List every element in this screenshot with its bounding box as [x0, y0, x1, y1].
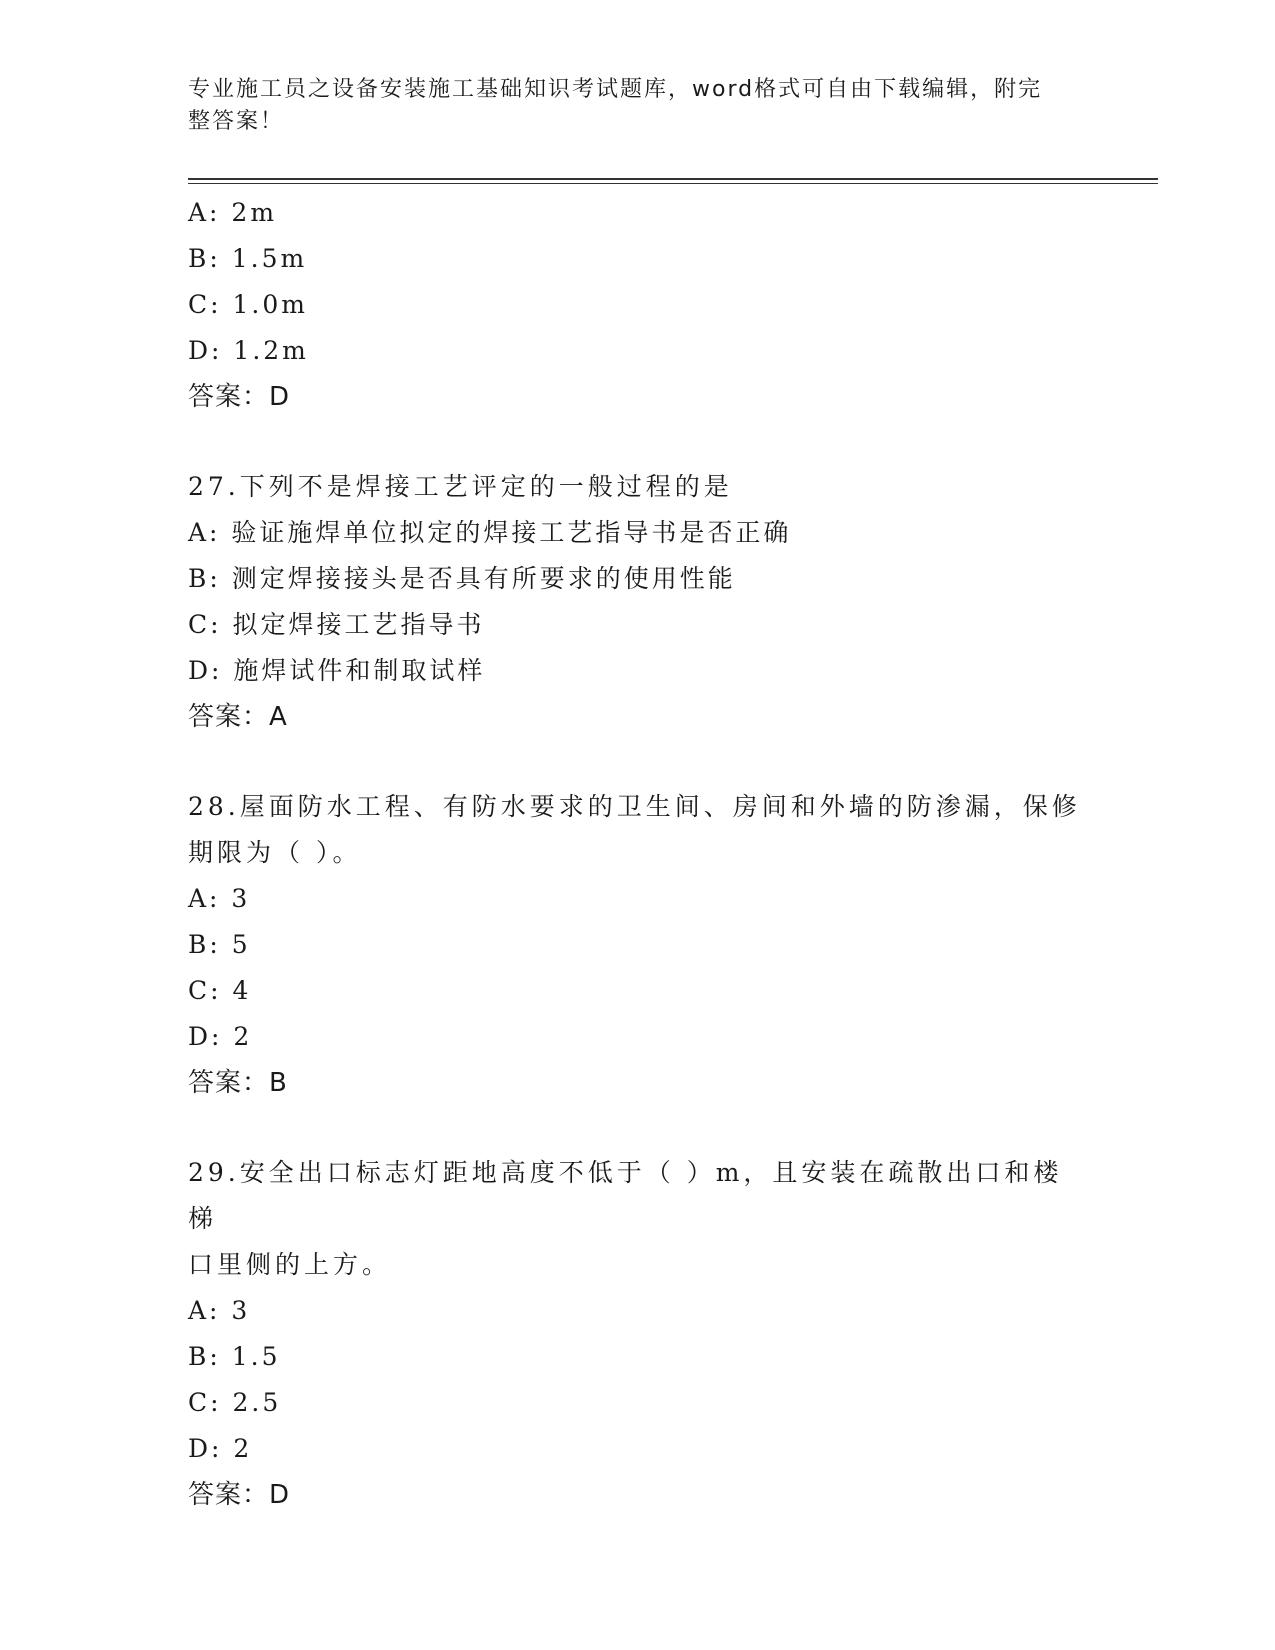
option-b: B: 1.5m	[188, 244, 308, 273]
answer: 答案：B	[188, 1068, 288, 1098]
option-c: C: 2.5	[188, 1388, 282, 1417]
option-c: C: 1.0m	[188, 290, 308, 319]
question-28	[188, 784, 1088, 1106]
question-text: 27.下列不是焊接工艺评定的一般过程的是	[188, 472, 733, 501]
header-divider	[188, 178, 1158, 184]
option-b: B: 5	[188, 930, 251, 959]
option-b: B: 测定焊接接头是否具有所要求的使用性能	[188, 564, 736, 593]
document-header	[188, 74, 1068, 138]
answer: 答案：A	[188, 702, 288, 732]
answer: 答案：D	[188, 382, 291, 412]
question-text: 29.安全出口标志灯距地高度不低于（ ）m，且安装在疏散出口和楼梯	[188, 1158, 1063, 1233]
option-d: D: 施焊试件和制取试样	[188, 656, 486, 685]
question-text-continued: 口里侧的上方。	[188, 1250, 392, 1279]
question-text: 28.屋面防水工程、有防水要求的卫生间、房间和外墙的防渗漏，保修	[188, 792, 1081, 821]
option-d: D: 2	[188, 1434, 253, 1463]
option-a: A: 2m	[188, 198, 278, 227]
option-c: C: 4	[188, 976, 252, 1005]
option-c: C: 拟定焊接工艺指导书	[188, 610, 485, 639]
option-d: D: 2	[188, 1022, 253, 1051]
question-fragment	[188, 190, 1088, 420]
option-b: B: 1.5	[188, 1342, 281, 1371]
question-29	[188, 1150, 1088, 1518]
question-list	[188, 190, 1088, 1518]
header-line-1: 专业施工员之设备安装施工基础知识考试题库，word格式可自由下载编辑，附完	[188, 77, 1043, 102]
answer: 答案：D	[188, 1480, 291, 1510]
question-text-continued: 期限为（ ）。	[188, 838, 362, 867]
header-line-2: 整答案！	[188, 109, 285, 134]
option-a: A: 3	[188, 884, 251, 913]
option-d: D: 1.2m	[188, 336, 309, 365]
option-a: A: 3	[188, 1296, 251, 1325]
question-27	[188, 464, 1088, 740]
option-a: A: 验证施焊单位拟定的焊接工艺指导书是否正确	[188, 518, 792, 547]
